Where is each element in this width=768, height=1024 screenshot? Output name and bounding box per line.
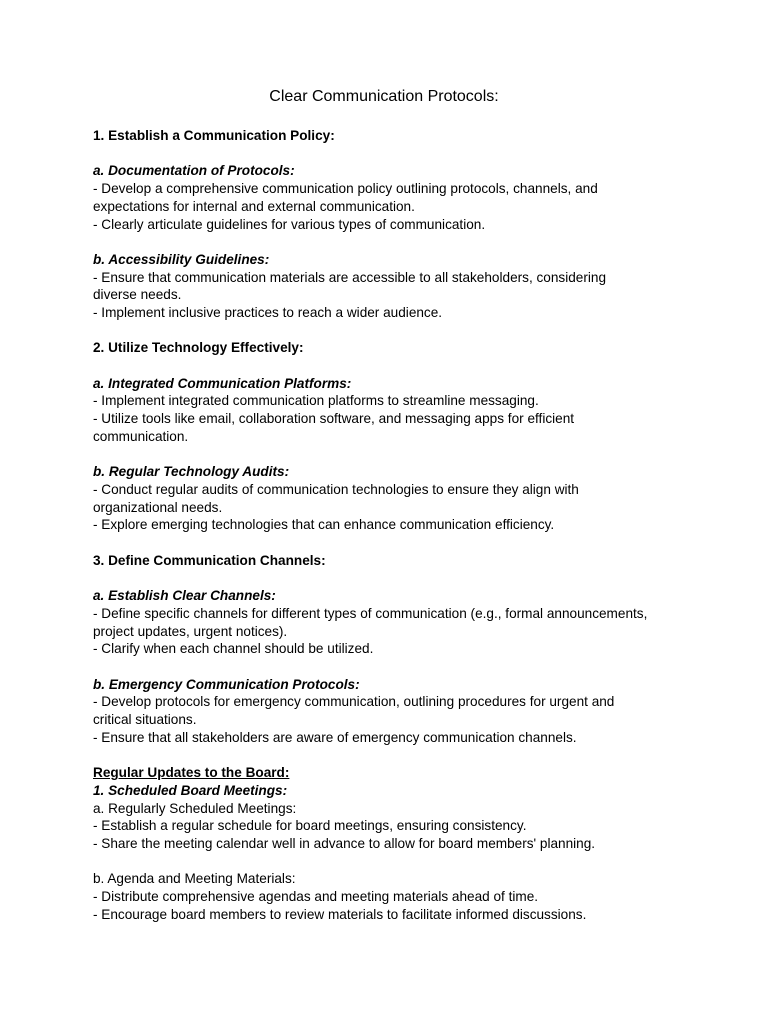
body-line: - Share the meeting calendar well in advance to allow for board members' planning. [93, 835, 596, 851]
body-line: - Develop protocols for emergency communication, outlining procedures for urgent and [93, 694, 615, 710]
board-group-label: a. Regularly Scheduled Meetings: [93, 800, 297, 816]
board-subheading: 1. Scheduled Board Meetings: [93, 782, 288, 798]
section-heading: 2. Utilize Technology Effectively: [93, 340, 304, 356]
body-line: - Explore emerging technologies that can enhance communication efficiency. [93, 517, 555, 533]
body-line: - Implement integrated communication platforms to streamline messaging. [93, 393, 539, 409]
body-line: critical situations. [93, 712, 197, 728]
body-line: - Clearly articulate guidelines for various types of communication. [93, 216, 486, 232]
body-line: - Develop a comprehensive communication policy outlining protocols, channels, and [93, 181, 598, 197]
body-line: - Establish a regular schedule for board meetings, ensuring consistency. [93, 818, 527, 834]
subsection [93, 463, 693, 534]
subsection-heading: b. Regular Technology Audits: [93, 464, 290, 480]
board-section [93, 764, 693, 853]
body-line: - Ensure that all stakeholders are aware of emergency communication channels. [93, 729, 577, 745]
body-line: diverse needs. [93, 287, 182, 303]
body-line: communication. [93, 428, 189, 444]
document-body [93, 127, 693, 923]
body-line: - Clarify when each channel should be utilized. [93, 641, 374, 657]
body-line: organizational needs. [93, 499, 223, 515]
subsection-heading: a. Documentation of Protocols: [93, 163, 295, 179]
body-line: - Conduct regular audits of communication technologies to ensure they align with [93, 481, 579, 497]
body-line: - Implement inclusive practices to reach a wider audience. [93, 305, 443, 320]
body-line: - Utilize tools like email, collaboration software, and messaging apps for efficient [93, 411, 575, 427]
subsection [93, 162, 693, 233]
body-line: project updates, urgent notices). [93, 623, 288, 639]
section-heading: 3. Define Communication Channels: [93, 552, 326, 568]
body-line: - Encourage board members to review materials to facilitate informed discussions. [93, 906, 587, 922]
subsection-heading: b. Accessibility Guidelines: [93, 251, 270, 267]
subsection-heading: a. Integrated Communication Platforms: [93, 375, 352, 391]
subsection [93, 676, 693, 747]
body-line: - Distribute comprehensive agendas and meeting materials ahead of time. [93, 889, 539, 905]
subsection-heading: b. Emergency Communication Protocols: [93, 676, 360, 692]
body-line: - Ensure that communication materials are accessible to all stakeholders, considering [93, 269, 607, 285]
body-line: - Define specific channels for different types of communication (e.g., formal announcements, [93, 605, 648, 621]
board-group-label: b. Agenda and Meeting Materials: [93, 871, 296, 887]
board-heading: Regular Updates to the Board: [93, 765, 290, 781]
subsection [93, 251, 693, 322]
document-title: Clear Communication Protocols: [269, 88, 499, 105]
subsection [93, 587, 693, 658]
board-group [93, 870, 693, 923]
section-heading: 1. Establish a Communication Policy: [93, 128, 335, 143]
body-line: expectations for internal and external communication. [93, 198, 415, 214]
subsection-heading: a. Establish Clear Channels: [93, 588, 276, 604]
subsection [93, 375, 693, 446]
